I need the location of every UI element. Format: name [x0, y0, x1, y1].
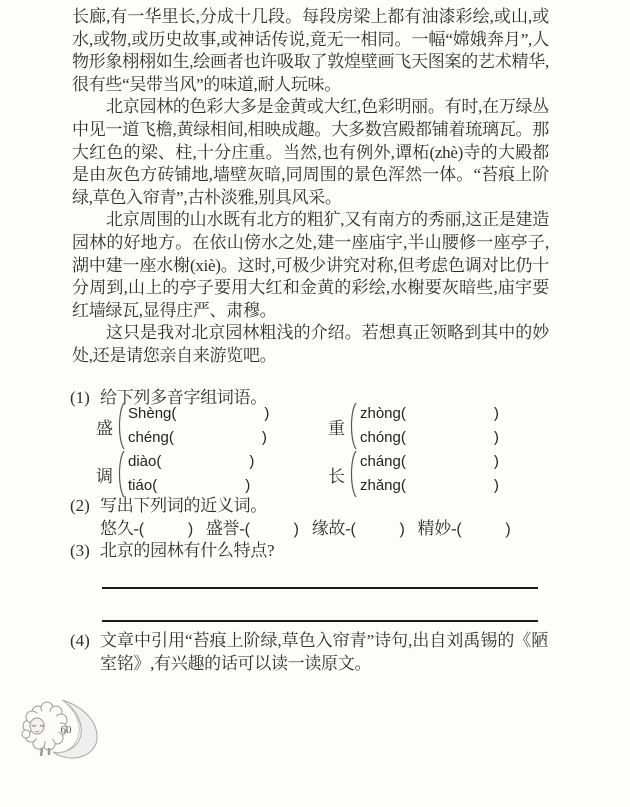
synonym-item — [206, 518, 299, 541]
close-paren: ) — [493, 429, 499, 446]
polyphone-character: 长 — [328, 466, 345, 486]
brace-icon — [116, 402, 125, 450]
dash: - — [133, 519, 139, 538]
pinyin-reading: chéng — [128, 429, 169, 446]
polyphone-readings — [128, 451, 254, 497]
pinyin-reading: Shèng — [128, 405, 172, 422]
polyphone-character: 盛 — [96, 418, 113, 438]
question-2-prompt: 写出下列词的近义词。 — [100, 496, 267, 515]
open-paren: ( — [400, 405, 406, 422]
close-paren: ) — [264, 405, 270, 422]
close-paren: ) — [493, 405, 499, 422]
question-3 — [70, 540, 274, 562]
reading-passage — [72, 6, 549, 368]
reading-row — [128, 403, 269, 425]
open-paren: ( — [400, 429, 406, 446]
question-1-number: (1) — [70, 388, 90, 407]
open-paren: ( — [168, 429, 174, 446]
synonym-word: 悠久 — [100, 519, 134, 538]
close-paren: ) — [261, 429, 267, 446]
open-paren: ( — [152, 477, 158, 494]
brace-icon — [116, 450, 125, 498]
polyphone-exercise — [96, 404, 548, 496]
close-paren: ) — [493, 453, 499, 470]
close-paren: ) — [293, 521, 299, 538]
dash: - — [345, 519, 351, 538]
close-paren: ) — [245, 477, 251, 494]
passage-paragraph: 长廊,有一华里长,分成十几段。每段房梁上都有油漆彩绘,或山,或水,或物,或历史故事,或神话传说,竟无一相同。一幅“嫦娥奔月”,人物形象栩栩如生,绘画者也许吸取了敦煌壁画飞天图案的艺术精华,很有些“吴带当风”的味道,耐人玩味。 — [72, 7, 549, 94]
question-3-number: (3) — [70, 541, 90, 560]
pinyin-reading: chóng — [360, 429, 401, 446]
pinyin-reading: tiáo — [128, 477, 153, 494]
synonym-exercise — [100, 518, 523, 541]
polyphone-group-chang — [328, 452, 548, 496]
open-paren: ( — [156, 453, 162, 470]
passage-paragraph: 这只是我对北京园林粗浅的介绍。若想真正领略到其中的妙处,还是请您亲自来游览吧。 — [72, 323, 549, 365]
polyphone-group-sheng — [96, 404, 328, 448]
reading-row — [360, 475, 499, 497]
dash: - — [450, 519, 457, 538]
synonym-item — [100, 518, 193, 541]
polyphone-group-diao — [96, 452, 328, 496]
question-4 — [70, 630, 548, 676]
open-paren: ( — [138, 521, 144, 538]
dash: - — [239, 519, 245, 538]
mascot — [16, 698, 106, 762]
polyphone-character: 重 — [328, 418, 345, 438]
synonym-word: 缘故 — [311, 519, 346, 538]
polyphone-group-zhong — [328, 404, 548, 448]
brace-icon — [348, 450, 357, 498]
reading-row — [128, 451, 254, 473]
pinyin-reading: diào — [128, 453, 157, 470]
synonym-word: 盛誉 — [205, 519, 240, 538]
reading-row — [128, 475, 254, 497]
open-paren: ( — [244, 521, 250, 538]
open-paren: ( — [350, 521, 356, 538]
answer-line — [102, 620, 538, 622]
reading-row — [128, 427, 269, 449]
polyphone-readings — [360, 451, 499, 497]
open-paren: ( — [400, 453, 406, 470]
reading-row — [360, 403, 499, 425]
pinyin-reading: cháng — [360, 453, 401, 470]
close-paren: ) — [505, 521, 511, 538]
question-4-text: 文章中引用“苔痕上阶绿,草色入帘青”诗句,出自刘禹锡的《陋室铭》,有兴趣的话可以读一读原文。 — [100, 631, 548, 673]
close-paren: ) — [493, 477, 499, 494]
open-paren: ( — [456, 521, 462, 538]
question-2 — [70, 495, 267, 517]
question-4-number: (4) — [70, 631, 90, 650]
passage-paragraph: 北京周围的山水既有北方的粗犷,又有南方的秀丽,这正是建造园林的好地方。在依山傍水之处,建一座庙宇,半山腰修一座亭子,湖中建一座水榭(xiè)。这时,可极少讲究对称,但考虑色调对比仍十分周到,山上的亭子要用大红和金黄的彩绘,水榭要灰暗些,庙宇要红墙绿瓦,显得庄严、肃穆。 — [72, 210, 549, 320]
open-paren: ( — [400, 477, 406, 494]
page-number: 60 — [60, 724, 72, 736]
close-paren: ) — [399, 521, 405, 538]
close-paren: ) — [249, 453, 255, 470]
passage-paragraph: 北京园林的色彩大多是金黄或大红,色彩明丽。有时,在万绿丛中见一道飞檐,黄绿相间,相映成趣。大多数宫殿都铺着琉璃瓦。那大红色的梁、柱,十分庄重。当然,也有例外,谭柘(zhè)寺的大殿都是由灰色方砖铺地,墙壁灰暗,同周围的景色浑然一体。“苔痕上阶绿,草色入帘青”,古朴淡雅,别具风采。 — [72, 97, 549, 207]
synonym-item — [312, 518, 405, 541]
reading-row — [360, 451, 499, 473]
brace-icon — [348, 402, 357, 450]
pinyin-reading: zhòng — [360, 405, 401, 422]
close-paren: ) — [187, 521, 193, 538]
reading-row — [360, 427, 499, 449]
answer-line — [102, 587, 538, 589]
polyphone-readings — [128, 403, 269, 449]
synonym-item — [418, 518, 511, 541]
question-2-number: (2) — [70, 496, 90, 515]
sheep-moon-illustration — [16, 698, 106, 762]
polyphone-readings — [360, 403, 499, 449]
polyphone-character: 调 — [96, 466, 113, 486]
open-paren: ( — [171, 405, 177, 422]
question-3-prompt: 北京的园林有什么特点? — [100, 541, 275, 560]
pinyin-reading: zhǎng — [360, 477, 401, 494]
synonym-word: 精妙 — [417, 519, 451, 538]
question-1-prompt: 给下列多音字组词语。 — [100, 388, 267, 407]
